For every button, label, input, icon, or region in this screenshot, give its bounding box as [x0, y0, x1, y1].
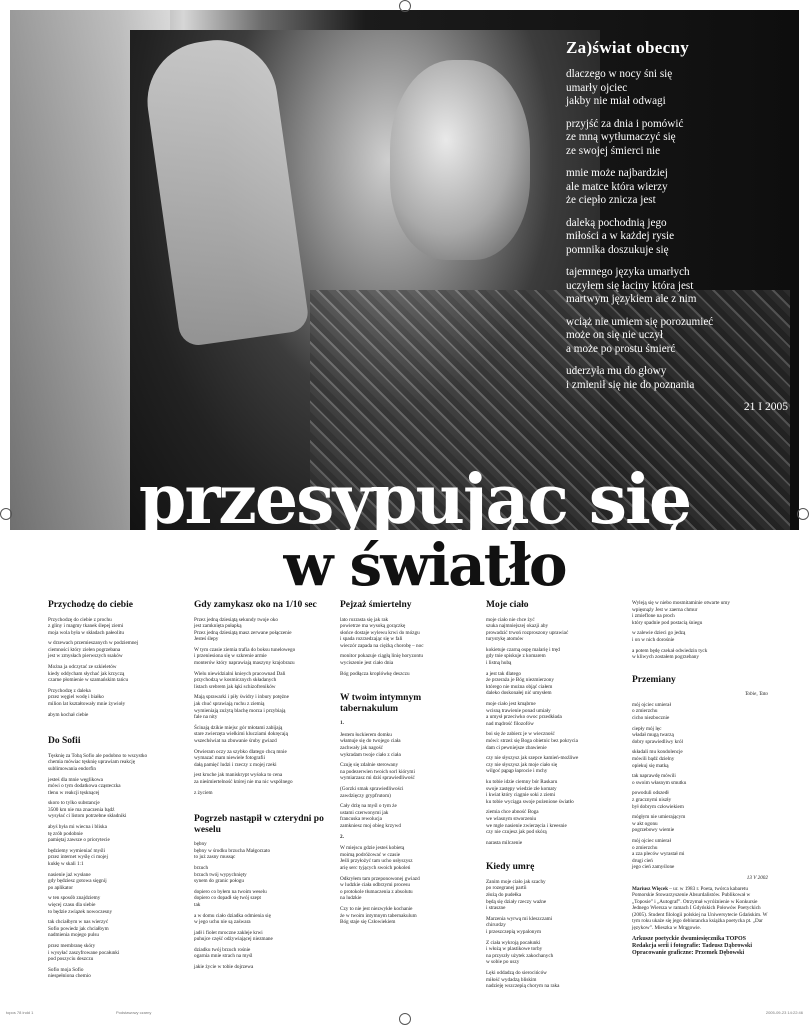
stanza: Lęki oddadzą do sierocińców miłość wydadzą bliskim nadzieję wszczepią chorym na raka: [486, 969, 560, 990]
stanza: ku tobie idzie ciemny bór Raskaru swoje zastępy wiedzie złe komaty i kwiat który ciągnie soki z ziemi ku tobie wyciąga swoje pożenione światło: [486, 778, 574, 805]
stanza: Bóg podłącza kroplówkę deszczu: [340, 670, 410, 677]
stanza: tak chciałbym w nas wierzyć Sofio powiedz jak chciałbym nadmienia mojego pulsu: [48, 919, 109, 939]
poem-title: Przychodzę do ciebie: [48, 600, 133, 610]
stanza: Przychodzę z daleka przez węgiel wodę i białko milion lat kształtowały mnie żywioły: [48, 687, 126, 708]
stanza: Sofio moja Sofio niespełniona chemio: [48, 966, 91, 980]
stanza: Czuję się zdalnie sterowany na podezerwien twoich sorl kiórymi wymiarzasz mi dziś sprawiedliwość: [340, 762, 415, 782]
stanza: abym kochał ciebie: [48, 711, 89, 718]
stanza: jakie życie w tobie dojrzewa: [194, 964, 254, 971]
stanza: Marzenia wyrwą mi kleszczami chirurdzy i przeszczepią wypalonym: [486, 915, 553, 935]
column-3: [340, 600, 470, 930]
credit-design: Opracowanie graficzne: Przemek Dębowski: [632, 949, 745, 956]
registration-mark-top: [399, 0, 411, 12]
stanza: Przez jedną dziesiątą sekundy twoje oko jest zamknięta pułapką Przez jedną dziesiątą masz zerwane połączenie Jesteś ślepy: [194, 616, 292, 643]
stanza: a potem będę czekał odwiedzin tyck w kliwych zostałem pogrzebany: [632, 647, 708, 661]
column-2: [194, 600, 324, 975]
poem-date: 21 I 2005: [743, 401, 788, 413]
stanza: jadł i fiolet mroczne zakleje krwi puhujce część odżywiającej niezmane: [194, 929, 273, 943]
stanza: Tęsknię za Tobą Sofio ale podobno to wszystko chemia mówiac tęsknię uprawiam reakcję sublimowania endorfin: [48, 752, 148, 772]
stanza: brzuch brzuch twój wypychnięty synem do granic połogu: [194, 864, 247, 885]
featured-poem-title: Za)świat obecny: [566, 38, 690, 57]
stanza: jest kruche jak maniskrypt wyśoka to cena za nieśmiertelność której nie ma nic wspólnego: [194, 772, 293, 785]
dedication: Tobie, Tato: [745, 691, 768, 698]
section-number: 1.: [340, 720, 344, 727]
poem-title: Kiedy umrę: [486, 862, 535, 873]
title-line-2: w światło: [283, 531, 566, 599]
registration-mark-bottom: [399, 1013, 411, 1025]
photo-face: [390, 60, 530, 260]
poem-title: Do Sofii: [48, 736, 81, 747]
column-4: [486, 600, 612, 994]
stanza: Z ciała wykroją pocałunki i włożą w plastikowe torby na przyszły użytek zakochanych w sobie po uszy: [486, 939, 554, 966]
poem-stanza: daleką pochodnią jego miłości a w każdej rysie pomnika doszukuje się: [566, 216, 675, 256]
stanza: mój ojciec umierał o zmierzchu a zza pleców wyrastał mi drugi cień jego cień zamyślone: [632, 837, 685, 871]
author-name: Mariusz Więcek: [632, 885, 668, 892]
stanza: Wyleją się w niebo mosmitaminie otwarte umy wpięsnąży Jest w zaerna chmur i zmieflone na proch który spadnie pod postacią śniegu: [632, 600, 730, 626]
stanza: będziemy wymieniać myśli przez internet wyślę ci mojej kukłę w skali 1:1: [48, 847, 108, 868]
stanza: Otwieram oczy za szybko dlatego chcą mnie wymazać mam niewiele fotografii dałą pamięć ludzi i rzeczy z mojej rzeki: [194, 748, 287, 768]
stanza: bębny bębny w środku brzucha Małgorzato to już zasny mussąc: [194, 841, 271, 861]
footer-timestamp: 2005-09-23 14:22:46: [765, 1010, 803, 1015]
stanza: Wielu niewidzialni knieych pracownad Dali przychodzą w kosmicznych składanych listach srebrem jak łąki schizofreników: [194, 670, 286, 690]
stanza: skoro to tylko substancje 3500 km nie ma znaczenia bądź wysyłać ci listom potrzebne składniki: [48, 800, 127, 820]
credit-editor: Redakcja serii i fotografie: Tadeusz Dąbrowski: [632, 942, 753, 949]
stanza: powoduli odszedł z gracznymi niszły był dobrym człowiekiem: [632, 790, 684, 810]
poem-date: 13 V 2002: [746, 874, 768, 881]
poem-stanza: mnie może najbardziej ale matce która wierzy że ciepło znicza jest: [566, 167, 668, 206]
footer-file: topos 78 indd 1: [6, 1010, 34, 1015]
stanza: W tym czasie ziemia trafia do boksu tunelowego i przeniesiona się w szkrenie armie monterów który naprawiają maszyny krajobrazu: [194, 646, 296, 667]
stanza: tak naprawdę mówili o swoim własnym smutku: [632, 773, 687, 786]
poem-stanza: uderzyła mu do głowy i zmienił się nie do poznania: [566, 365, 695, 391]
author-bio-text: – ur. w 1983 r. Poeta, twórca kabaretu Pomorskie Stowarzyszenie Absurdalistów. Publikował w „Toposie” i „Autograf”. Otrzymał wyróżnienie w Konkursie Jednego Wiersza w ramach I Gdyńskich Połowów Poetyckich (2005). Student filologii polskiej na Uniwersytecie Gdańskim. W tym roku ukaże się jego debiutancka książka poetycka pt. „Dar językow”. Mieszka w Mrągowie.: [632, 885, 768, 932]
stanza: W miejscu gdzie jesteś kobietą moimą podróżować w czasie Jeśli przyłożyć tam ucho usłyszysz arię serc tyjących swoich pokoleń: [340, 845, 413, 871]
stanza: mógłym nie umierającym w akt ogonu pogrzebowy wiemie: [632, 814, 686, 834]
author-bio: [632, 886, 768, 932]
stanza: z życiem: [194, 789, 213, 796]
stanza: ziemia chce abność Boga we wlasnym stworzeniu we mgle nasienie zwierzęcia i kreesnie czy nie czujesz jak pod skórą: [486, 809, 567, 836]
section-number: 2.: [340, 833, 344, 840]
stanza: przez membranę skóry i wysyłać zaszyfrowane pocałunki pod poszyciu deszczu: [48, 942, 120, 963]
stanza: Mają sprawarki i piły świdry i inbury potężne jak chuć sprawiają ruchu z ziemią wymieniają zużytą blachę morza i przybiają fale na nity: [194, 694, 289, 721]
poem-title: Pejzaż śmiertelny: [340, 600, 412, 610]
poem-stanza: wciąż nie umiem się porozumieć może on się nie uczył a może po prostu śmierć: [566, 315, 714, 355]
poem-stanza: dlaczego w nocy śni się umarły ojciec jakby nie miał odwagi: [566, 68, 673, 107]
column-1: [48, 600, 176, 984]
stanza: Zanim moje ciało jak szachy po rozegranej partii złożą do pudełka będą się działy rzeczy ważne i straszne: [486, 878, 547, 912]
credits: [632, 936, 768, 957]
stanza: a w domu ciało dziadka odmienia się w jego uchu nie są zaśwara: [194, 912, 271, 926]
stanza: jesteś dla mnie węglikowa mówi o tym dodatkowa cząsteczka tlenu w reakcji tęsknącej: [48, 776, 121, 796]
stanza: moje ciało jest kmąbrne wcisną trawienie ponad umiały a umysł przeciwko owoc przedkłada nad mądrość filozofów: [486, 701, 562, 727]
stanza: boi się że zabierz je w wieczność mówi: strzeż się Boga obietnic bez pokrycia dam ci pewniejsze zbawienie: [486, 731, 578, 751]
stanza: dziadku twój brzuch rośnie ogarnia mnie strach na myśl: [194, 946, 253, 960]
stanza: Jestem łuckierem domku włamuje się do twojego ciała zachwały jak nagość wykradam twoje ciało z ciała: [340, 731, 401, 758]
stanza: monitor pokazuje ciągłą linię horyzontu wyciszenie jest ciało dnia: [340, 653, 423, 667]
stanza: w ten sposób znajdziemy więcej czasu dla siebie to będzie związek nowoczesny: [48, 895, 113, 915]
poem-title: W twoim intymnym tabernakulum: [340, 693, 422, 714]
stanza: abyś była mi wiecna i bliska tę zrób podobnie pamiętaj zawsze o priorytecie: [48, 824, 110, 844]
stanza: kokietuje czarną ospę malarię i tręd gdy tnie spiskuje z komarem i listną hubą: [486, 646, 560, 667]
stanza: (Gorzki smak sprawiedliwości zawdzięczy grypfrutom): [340, 786, 404, 799]
title-line-1: przesypując się: [138, 460, 691, 540]
stanza: ciepły mój lęc władał mugą twarzą dobry sprawiedliwy król: [632, 725, 684, 745]
stanza: Można ja odczytać ze szkieletów kiedy oddycham słychać jak krzyczą czarne płomienie w szamańskim tańcu: [48, 664, 129, 684]
stanza: Odkryłem tam przeponowonej gwiazd w ludzkie ciała odbrzymi procesu o protokole tłumaczenia z absolutu na ludzkie: [340, 875, 420, 902]
stanza: moje ciało nie chce żyć szuka najmniejszej okazji aby prowadzić trwoń rozproszony uprawiać turystykę atomów: [486, 616, 569, 643]
poem-stanza: przyjść za dnia i pomówić ze mną wytłumaczyć się ze swojej śmierci nie: [566, 117, 684, 157]
stanza: Ścinają dzikie miejsc gór młotami zabijają stare zwierzęta wielkimi klucziami dokręcają wszechświat na zbuwanie śruby gwiazd: [194, 724, 288, 744]
poem-stanza: tajemnego języka umarłych uczyłem się łaciny która jest martwym językiem ale z nim: [566, 266, 697, 305]
stanza: w zalewie dzieci go jedzą i on w nich dorośnie: [632, 630, 686, 643]
stanza: nasienie jaż wysłane gdy będziesz gotowa sięgnij po aplikator: [48, 871, 107, 891]
poem-title: Gdy zamykasz oko na 1/10 sec: [194, 600, 317, 610]
poem-title: Przemiany: [632, 674, 676, 685]
footer-color: Podstawowy czarny: [116, 1010, 152, 1015]
stanza: Przychodzę do ciebie z prochu z gliny i magmy tkanek ślepej ziemi moja wola była w składach pałeolitu: [48, 616, 124, 636]
stanza: dopiero co byłem na twoim weselu dopiero co dopadł się twój szept tak: [194, 888, 267, 908]
poem-title: Moje ciało: [486, 600, 529, 610]
stanza: narasta milczenie: [486, 839, 523, 846]
column-5: [632, 600, 768, 957]
credit-series: Arkusze poetyckie dwumiesięcznika TOPOS: [632, 935, 746, 942]
stanza: a jest tak dlatego że przeraża je Bóg niezmierzony którego nie można objąć ciałem daleko doskonałej nić umysłem: [486, 670, 554, 697]
featured-poem: [566, 38, 794, 413]
stanza: Cały drżę na myśl o tym że ustami czerwonymi jak francuska rewolucja zamkniesz moj obieg krzywd: [340, 803, 401, 829]
stanza: składali mu kondolencje mówili bądź dzielny opiekuj się matką: [632, 749, 683, 769]
poem-title: Pogrzeb nastąpił w czterydni po weselu: [194, 814, 324, 835]
stanza: lato rozrasta się jak rak powietrze ma wysoką gorączkę słońce dostaje wylewu krwi do mózgu i spada rozrzedzając się w fali wieczór zapada na ciężką chorobę – noc: [340, 616, 424, 649]
stanza: Czy to nie jest niezwykłe kochanie że w twoim intymnym tabernakulum Bóg staje się Człowiekiem: [340, 905, 417, 926]
stanza: mój ojciec umierał o zmierzchu cicho niezbocznie: [632, 701, 671, 722]
stanza: w drzewach przemieszanych w podziemnej ciemności który zielen pogrzebana jest w zmysłach pierwszych ssaków: [48, 640, 139, 660]
stanza: czy nie słyszysz jak szepce kamień-możliwe czy nie słyszysz jak moje ciało się wilgoć pąpąp łaprocie i mchy: [486, 755, 579, 775]
